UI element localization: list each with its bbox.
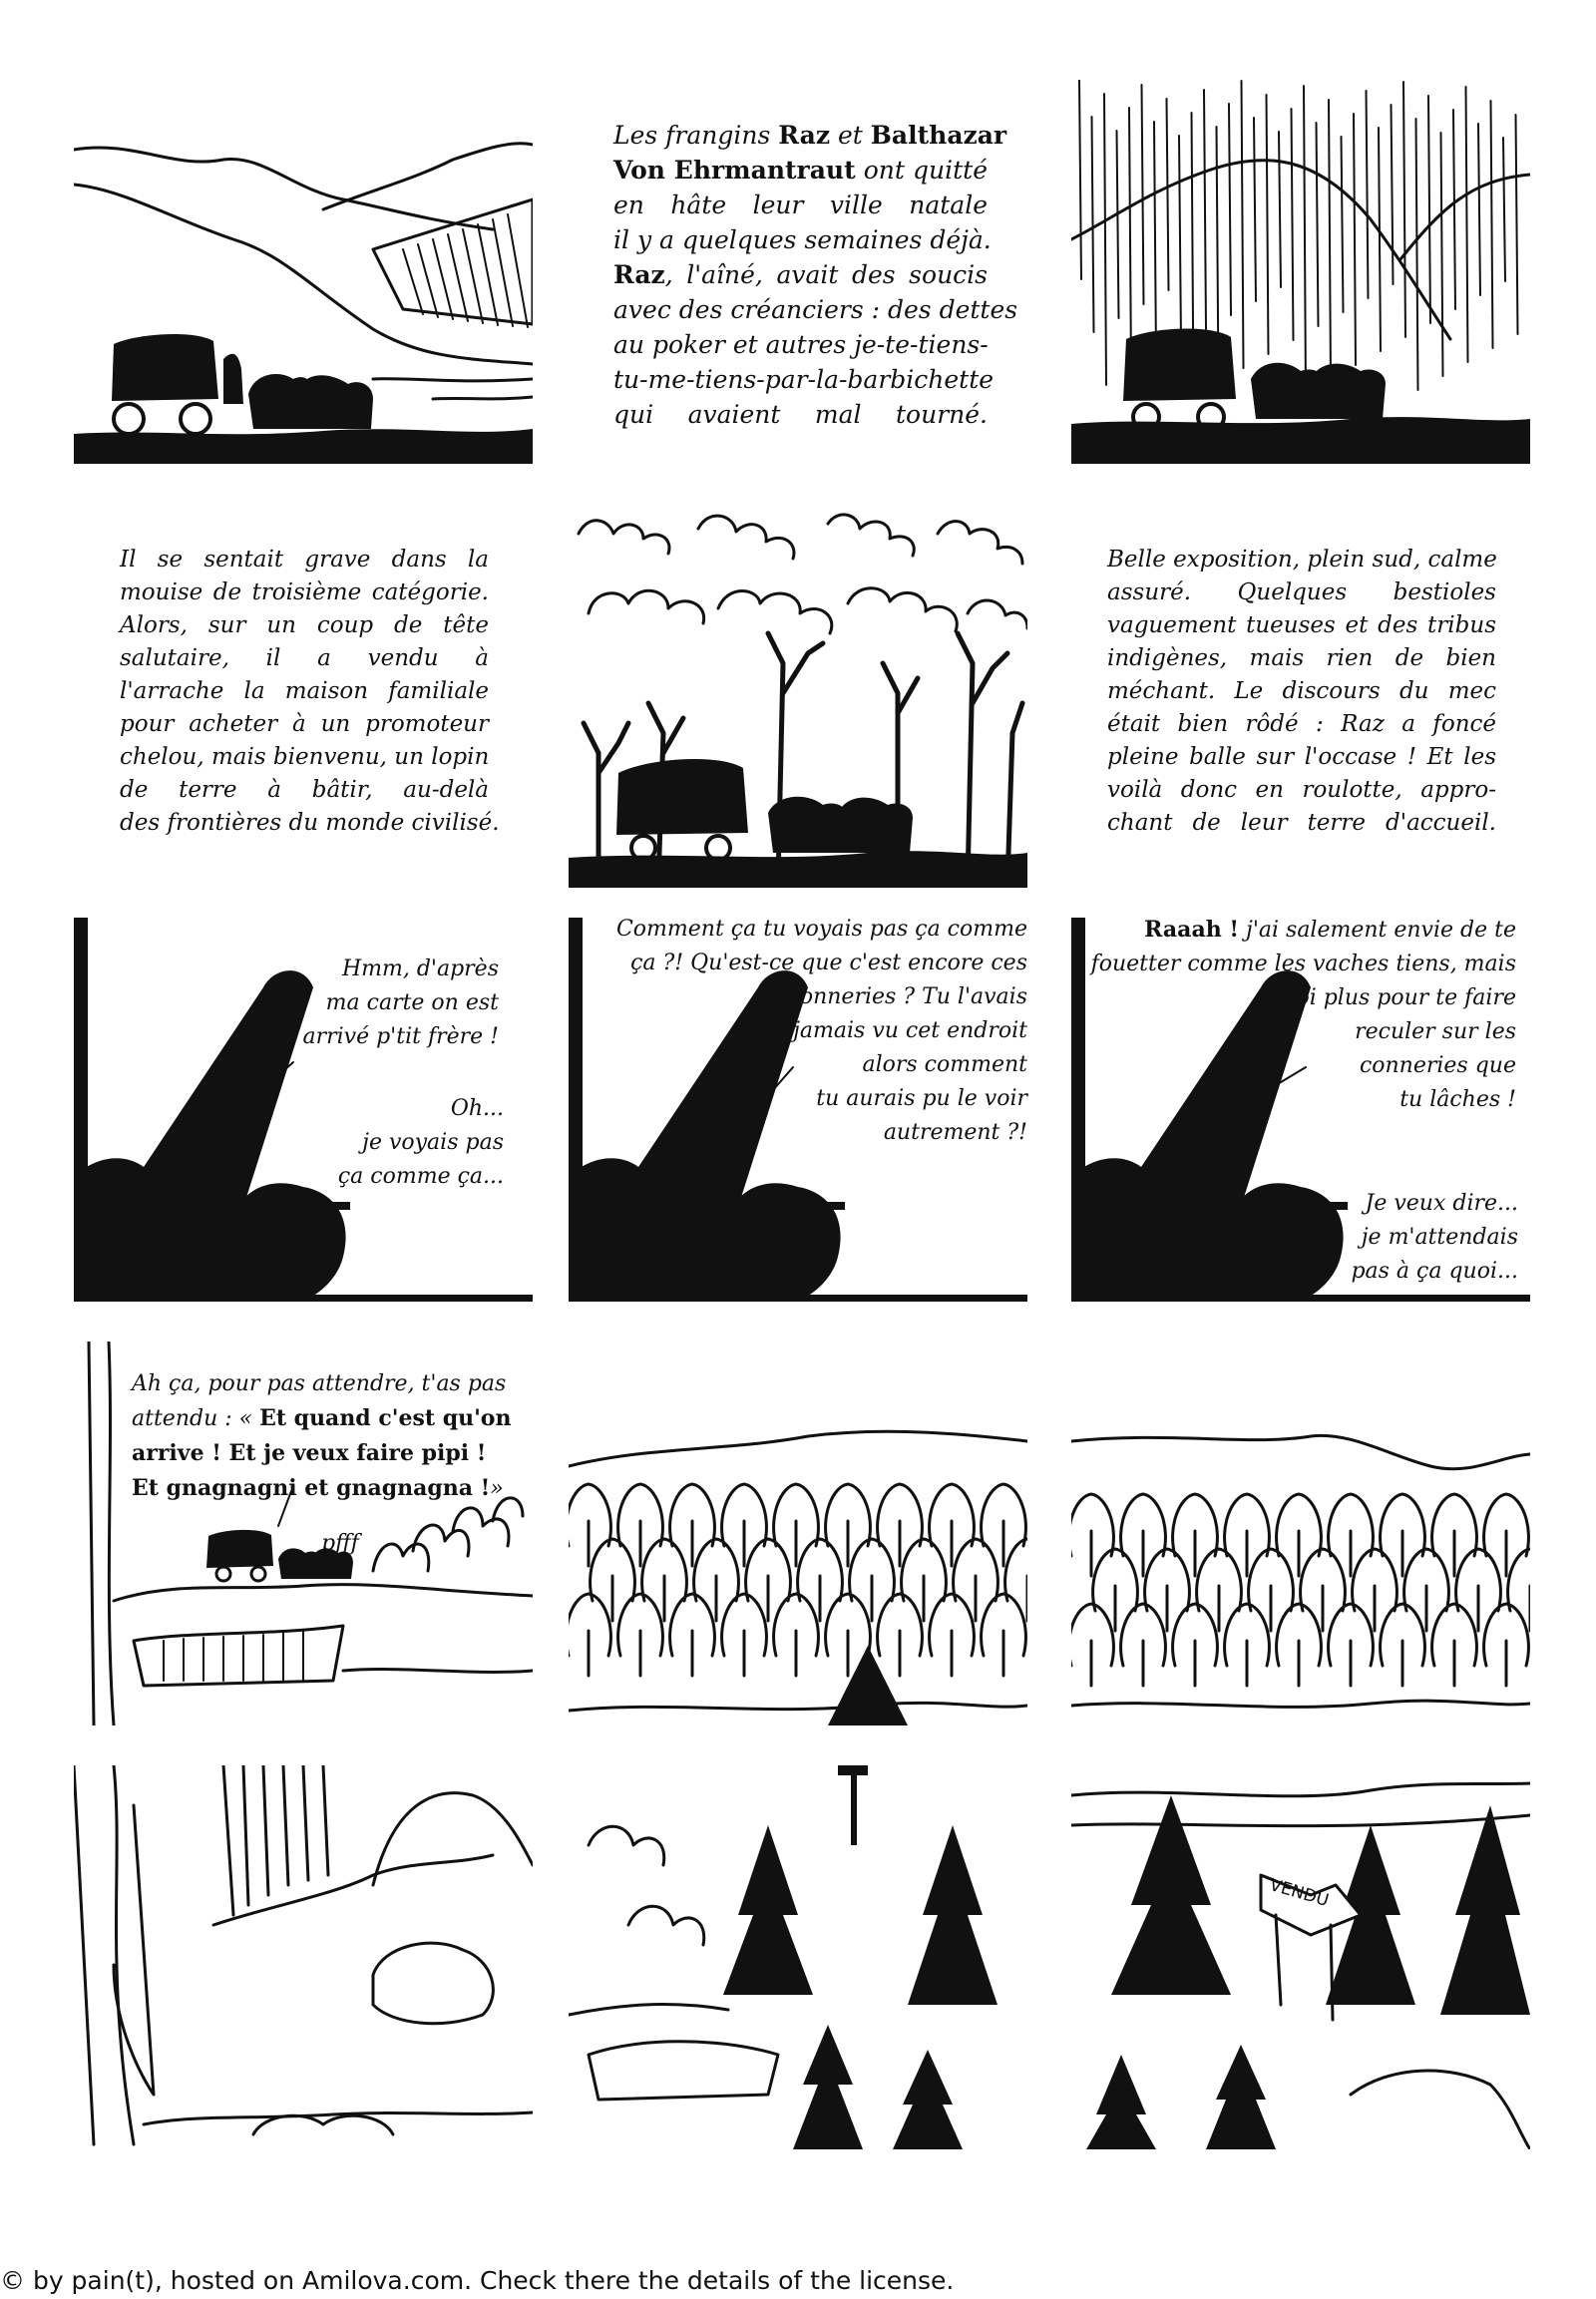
caption-text: arrivé p'tit frère ! [302, 1024, 499, 1049]
caption-text: arrive ! Et je veux faire pipi ! [132, 1440, 487, 1466]
caption-text: vaguement tueuses et des tribus [1107, 612, 1496, 638]
wagon-hills-illustration [74, 130, 533, 464]
caption-text: il y a quelques semaines déjà. [613, 225, 992, 254]
caption-line [1107, 609, 1496, 642]
caption-text: Et quand c'est qu'on [259, 1405, 512, 1431]
caption-line [1327, 1221, 1518, 1255]
caption-line [120, 576, 489, 609]
caption-text: était bien rôdé : Raz a foncé [1107, 711, 1496, 737]
caption-text: ont quitté [855, 156, 988, 185]
panel-1-wagon-hills [74, 130, 533, 464]
caption-text: reculer sur les [1355, 1019, 1516, 1044]
caption-line [120, 642, 489, 675]
caption-line [1107, 642, 1496, 675]
caption-line [1107, 576, 1496, 609]
caption-line [1107, 544, 1496, 576]
caption-line [613, 257, 988, 292]
caption-text: tu-me-tiens-par-la-barbichette [613, 365, 995, 394]
panel-12-forest-hills [1071, 1426, 1530, 1725]
panel-6-narration [1107, 544, 1496, 840]
caption-text: ça ?! Qu'est-ce que c'est encore ces [630, 951, 1027, 975]
caption-line [120, 774, 489, 807]
panel-3-wagon-rain [1071, 80, 1530, 464]
faint-watermark [579, 1346, 1077, 1406]
vendu-sign-illustration [1071, 1765, 1530, 2149]
caption-line [1107, 741, 1496, 774]
caption-line [299, 1020, 499, 1054]
caption-text: Il se sentait grave dans la [120, 547, 489, 573]
caption-text: autrement ?! [883, 1120, 1027, 1145]
caption-text: pleine balle sur l'occase ! Et les [1107, 744, 1496, 770]
caption-line [1107, 708, 1496, 741]
caption-line [598, 1116, 1027, 1150]
caption-line [1087, 981, 1516, 1015]
caption-text: pour acheter à un promoteur [120, 711, 489, 737]
caption-line [598, 947, 1027, 980]
caption-text: Et gnagnagni et gnagnagna ! [132, 1475, 491, 1501]
caption-line [613, 292, 1018, 327]
caption-text: Raz [613, 260, 665, 289]
caption-line [1107, 675, 1496, 708]
caption-line [1107, 807, 1496, 840]
caption-text: avec des créanciers : des dettes [613, 295, 1018, 324]
caption-text: mouise de troisième catégorie. [120, 579, 489, 605]
caption-text: l'arrache la maison familiale [120, 678, 489, 704]
caption-line [319, 1092, 504, 1126]
caption-text: conneries que [1359, 1053, 1516, 1078]
caption-line [1087, 913, 1516, 948]
caption-text: pas à ça quoi... [1351, 1259, 1518, 1284]
panel-5-wagon-trees [569, 504, 1027, 888]
vendu-sign-text: VENDU [1267, 1875, 1332, 1911]
caption-text: jamais vu cet endroit [793, 1018, 1027, 1043]
caption-text: au poker et autres je-te-tiens- [613, 330, 989, 359]
caption-text: salutaire, il a vendu à [120, 645, 489, 671]
caption-text: chant de leur terre d'accueil. [1107, 810, 1496, 836]
caption-text: attendu : « [132, 1406, 260, 1431]
caption-line [598, 1014, 1027, 1048]
caption-text: en hâte leur ville natale [613, 191, 988, 219]
caption-line [1087, 1083, 1516, 1117]
caption-text: ça comme ça... [337, 1164, 504, 1189]
panel-10-narration [132, 1366, 541, 1506]
panel-7-speech-raz [299, 953, 499, 1054]
caption-line [598, 913, 1027, 947]
caption-line [299, 986, 499, 1020]
caption-text: toi plus pour te faire [1287, 985, 1516, 1010]
caption-line [319, 1160, 504, 1194]
caption-text: Les frangins [613, 121, 779, 150]
caption-text: Oh... [450, 1096, 504, 1121]
panel-14-pine-forest [569, 1765, 1027, 2149]
panel-9-speech-balthazar [1327, 1187, 1518, 1289]
caption-line [120, 807, 500, 840]
forest-hills-illustration [1071, 1426, 1530, 1725]
caption-line [598, 1048, 1027, 1082]
caption-text: » [490, 1476, 504, 1501]
panel-11-forest [569, 1426, 1027, 1725]
caption-line [598, 1082, 1027, 1116]
caption-text: Raz [778, 121, 831, 150]
canyon-illustration [74, 1765, 533, 2149]
caption-text: de terre à bâtir, au-delà [120, 777, 489, 803]
caption-line [132, 1471, 541, 1506]
caption-text: méchant. Le discours du mec [1107, 678, 1496, 704]
caption-line [120, 741, 489, 774]
caption-line [1107, 774, 1496, 807]
caption-line [1087, 1049, 1516, 1083]
caption-line [1327, 1187, 1518, 1221]
caption-text: j'ai salement envie de te [1239, 918, 1516, 943]
caption-line [613, 397, 988, 432]
caption-text: je m'attendais [1361, 1225, 1518, 1250]
caption-line [319, 1126, 504, 1160]
wagon-trees-illustration [569, 504, 1027, 888]
panel-2-narration [613, 118, 1018, 432]
caption-text: Alors, sur un coup de tête [120, 612, 489, 638]
caption-line [120, 675, 489, 708]
panel-15-vendu-sign [1071, 1765, 1530, 2149]
caption-text: assuré. Quelques bestioles [1107, 579, 1496, 605]
panel-9-speech-raz [1087, 913, 1516, 1117]
caption-line [613, 118, 1007, 153]
caption-line [299, 953, 499, 986]
caption-text: Von Ehrmantraut [613, 156, 856, 185]
caption-line [1327, 1255, 1518, 1289]
caption-text: indigènes, mais rien de bien [1107, 645, 1496, 671]
caption-line [613, 327, 988, 362]
caption-text: fouetter comme les vaches tiens, mais [1090, 952, 1516, 976]
caption-text: tu aurais pu le voir [816, 1086, 1027, 1111]
caption-text: ma carte on est [325, 990, 499, 1015]
forest-illustration [569, 1426, 1027, 1725]
caption-text: Je veux dire... [1365, 1191, 1518, 1216]
caption-text: Ah ça, pour pas attendre, t'as pas [132, 1371, 507, 1396]
caption-line [613, 222, 992, 257]
wagon-rain-illustration [1071, 80, 1530, 464]
caption-text: Comment ça tu voyais pas ça comme [615, 917, 1027, 942]
caption-text: chelou, mais bienvenu, un lopin [120, 744, 490, 770]
caption-line [598, 980, 1027, 1014]
caption-text: , l'aîné, avait des soucis [664, 260, 988, 289]
caption-text: voilà donc en roulotte, appro- [1107, 777, 1496, 803]
caption-line [132, 1366, 541, 1401]
caption-line [132, 1436, 541, 1471]
pfff-sound: pfff [321, 1531, 359, 1556]
caption-text: conneries ? Tu l'avais [787, 984, 1027, 1009]
caption-line [132, 1401, 541, 1436]
caption-text: alors comment [862, 1052, 1027, 1077]
caption-text: je voyais pas [362, 1130, 504, 1155]
caption-line [120, 708, 489, 741]
caption-text: Hmm, d'après [341, 957, 499, 981]
pine-forest-illustration [569, 1765, 1027, 2149]
caption-text: Belle exposition, plein sud, calme [1107, 547, 1497, 573]
panel-13-canyon [74, 1765, 533, 2149]
caption-line [1087, 1015, 1516, 1049]
caption-line [613, 188, 988, 222]
caption-text: Raaah ! [1144, 917, 1240, 943]
caption-text: Balthazar [870, 121, 1007, 150]
caption-text: des frontières du monde civilisé. [120, 810, 500, 836]
caption-line [1087, 948, 1516, 981]
caption-line [613, 153, 988, 188]
caption-line [613, 362, 995, 397]
caption-line [120, 544, 489, 576]
panel-8-speech-raz [598, 913, 1027, 1150]
caption-text: qui avaient mal tourné. [613, 400, 988, 429]
panel-7-speech-balthazar [319, 1092, 504, 1194]
caption-text: et [830, 121, 871, 150]
caption-text: tu lâches ! [1399, 1087, 1516, 1112]
caption-line [120, 609, 489, 642]
license-footer: © by pain(t), hosted on Amilova.com. Check there the details of the license. [0, 2266, 955, 2295]
panel-4-narration [120, 544, 500, 840]
